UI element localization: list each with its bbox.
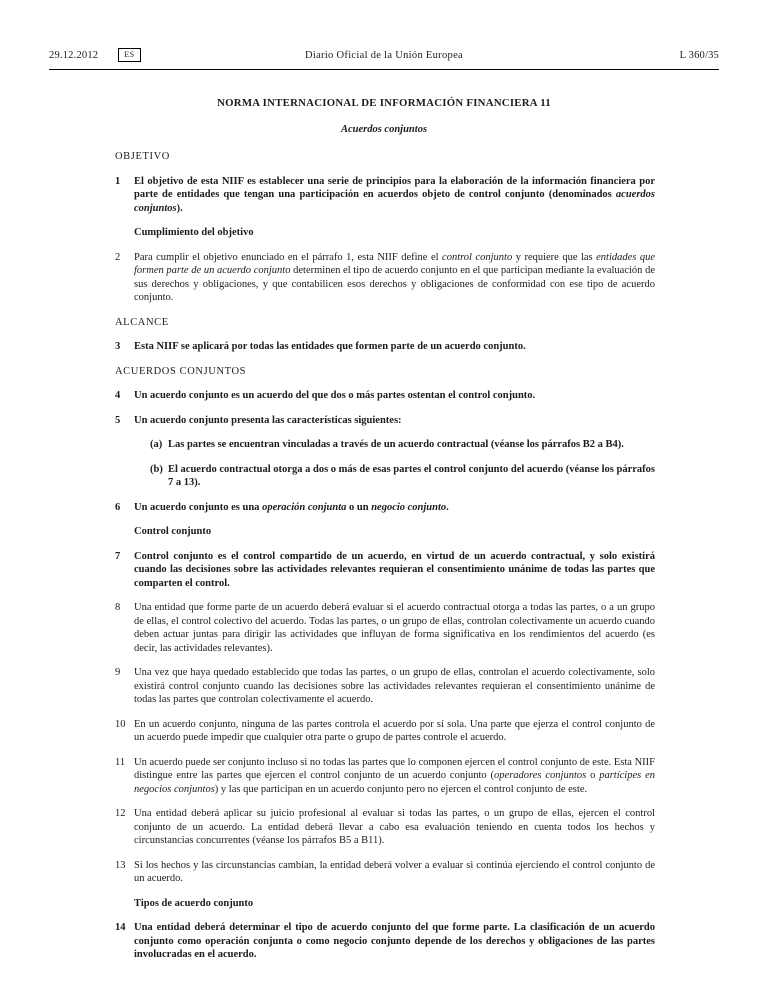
document-subtitle: Acuerdos conjuntos — [340, 124, 428, 135]
section-heading: ALCANCE — [115, 316, 169, 328]
paragraph-text — [134, 175, 655, 216]
text-run: En un acuerdo conjunto, ninguna de las partes controla el acuerdo por sí sola. Una parte que ejerza el control conjunto de un acuerdo puede impedir que cualquier otra parte o grupo de partes controle el acuerdo. — [134, 718, 655, 743]
document-title: NORMA INTERNACIONAL DE INFORMACIÓN FINANCIERA 11 — [217, 97, 551, 109]
paragraph — [115, 414, 655, 428]
paragraph-number: 1 — [115, 175, 121, 187]
paragraph-number: 6 — [115, 501, 121, 513]
document-body — [115, 150, 655, 962]
header-rule — [49, 69, 719, 70]
paragraph-text — [134, 389, 655, 403]
paragraph — [115, 756, 655, 797]
paragraph-text — [134, 756, 655, 797]
text-run: Un acuerdo conjunto es una — [134, 501, 263, 513]
paragraph-text — [134, 251, 655, 305]
paragraph-text — [134, 601, 655, 655]
paragraph-number: 12 — [115, 808, 126, 819]
paragraph-text — [134, 501, 655, 515]
text-run: ). — [176, 202, 183, 214]
text-run: negocio conjunto — [371, 501, 447, 513]
paragraph-number: 11 — [115, 756, 126, 768]
language-badge: ES — [118, 48, 140, 62]
paragraph-number: 14 — [115, 922, 126, 933]
text-run: o — [586, 770, 600, 781]
text-run: Para cumplir el objetivo enunciado en el párrafo 1, esta NIIF define el — [134, 251, 443, 263]
paragraph-number: 13 — [115, 859, 126, 871]
text-run: Una entidad que forme parte de un acuerdo deberá evaluar si el acuerdo contractual otorga a todas las partes, o a un grupo de ellas, el control colectivo del acuerdo. Todas las partes, o un grupo de ellas, controlan colectivamente un acuerdo cuando deben actuar juntas para dirigir las actividades que influyan de forma significativa en los rendimientos del acuerdo (es decir, las actividades relevantes). — [134, 602, 655, 654]
paragraph — [115, 340, 655, 354]
page-reference: L 360/35 — [679, 49, 719, 61]
paragraph — [115, 921, 655, 962]
paragraph-number: 5 — [115, 414, 121, 426]
paragraph-number: 9 — [115, 667, 121, 678]
paragraph-number: 4 — [115, 390, 121, 401]
paragraph-text — [168, 463, 655, 490]
paragraph-number: 2 — [115, 251, 121, 263]
text-run: determinen el tipo de acuerdo conjunto en el que participan mediante la evaluación de sus derechos y obligaciones, y que contabilicen esos derechos y obligaciones de conformidad con ese tipo de acuerdo conjunto. — [134, 265, 655, 303]
section-heading: OBJETIVO — [115, 151, 170, 162]
paragraph-number: 3 — [115, 341, 121, 352]
text-run: Una entidad deberá determinar el tipo de acuerdo conjunto del que forme parte. La clasificación de un acuerdo conjunto como operación conjunta o como negocio conjunto depende de los derechos y obligaciones de las partes involucradas en el acuerdo. — [134, 922, 655, 960]
text-run: El objetivo de esta NIIF es establecer una serie de principios para la elaboración de la información financiera por parte de entidades que tengan una participación en acuerdos objeto de control conjunto (denominados — [134, 175, 655, 200]
text-run: Una vez que haya quedado establecido que todas las partes, o un grupo de ellas, controlan el acuerdo colectivamente, solo existirá control conjunto cuando las decisiones sobre las actividades relevantes requieran el consentimiento unánime de todas las partes que controlan colectivamente el acuerdo. — [134, 667, 655, 705]
paragraph — [115, 807, 655, 848]
paragraph — [115, 718, 655, 745]
subsection-heading: Cumplimiento del objetivo — [134, 227, 254, 238]
paragraph — [115, 666, 655, 707]
paragraph-number: 7 — [115, 550, 121, 562]
paragraph-number: (a) — [150, 439, 163, 450]
paragraph-text — [134, 921, 655, 962]
paragraph-text — [134, 718, 655, 745]
text-run: operadores conjuntos — [494, 770, 587, 781]
paragraph-text — [168, 438, 655, 452]
subsection-heading: Tipos de acuerdo conjunto — [134, 897, 254, 909]
paragraph-text — [134, 807, 655, 848]
text-run: Un acuerdo puede ser conjunto incluso si no todas las partes que lo componen ejercen el control conjunto de este. Esta NIIF distingue entre las partes que ejercen el control conjunto de un acuerdo conjunto ( — [134, 756, 655, 781]
paragraph — [115, 251, 655, 305]
paragraph-text — [134, 414, 655, 428]
section-heading: ACUERDOS CONJUNTOS — [115, 365, 247, 377]
paragraph — [115, 389, 655, 403]
subsection-heading: Control conjunto — [134, 526, 212, 537]
text-run: Si los hechos y las circunstancias cambian, la entidad deberá volver a evaluar si continúa ejerciendo el control conjunto de un acuerdo. — [134, 859, 655, 884]
paragraph-text — [134, 340, 655, 354]
list-item — [150, 438, 655, 452]
paragraph — [115, 501, 655, 515]
text-run: o un — [346, 501, 372, 513]
list-item — [150, 463, 655, 490]
text-run: . — [446, 501, 449, 513]
text-run: Control conjunto es el control compartido de un acuerdo, en virtud de un acuerdo contractual, y solo existirá cuando las decisiones sobre las actividades relevantes requieran el consentimiento unánime de todas las partes que comparten el control. — [134, 550, 655, 589]
paragraph-text — [134, 550, 655, 591]
journal-title: Diario Oficial de la Unión Europea — [304, 49, 464, 61]
paragraph — [115, 550, 655, 591]
text-run: Las partes se encuentran vinculadas a través de un acuerdo contractual (véanse los párrafos B2 a B4). — [168, 439, 624, 450]
text-run: Esta NIIF se aplicará por todas las entidades que formen parte de un acuerdo conjunto. — [134, 341, 526, 352]
text-run: control conjunto — [442, 251, 513, 263]
paragraph-text — [134, 666, 655, 707]
text-run: acuerdos conjuntos — [134, 189, 655, 214]
paragraph — [115, 601, 655, 655]
text-run: Una entidad deberá aplicar su juicio profesional al evaluar si todas las partes, o un grupo de ellas, ejercen el control conjunto de un acuerdo. La entidad deberá llevar a cabo esa evaluación teniendo en cuenta todos los hechos y circunstancias concurrentes (véanse los párrafos B5 a B11). — [134, 808, 655, 846]
paragraph-text — [134, 859, 655, 886]
page-header — [49, 46, 719, 64]
text-run: ) y las que participan en un acuerdo conjunto pero no ejercen el control conjunto de este. — [214, 783, 588, 795]
text-run: y requiere que las — [512, 251, 597, 263]
text-run: operación conjunta — [262, 501, 347, 513]
text-run: Un acuerdo conjunto es un acuerdo del que dos o más partes ostentan el control conjunto. — [134, 390, 536, 401]
paragraph-number: 10 — [115, 718, 126, 730]
text-run: El acuerdo contractual otorga a dos o más de esas partes el control conjunto del acuerdo (véanse los párrafos 7 a 13). — [168, 463, 655, 488]
paragraph — [115, 859, 655, 886]
text-run: Un acuerdo conjunto presenta las características siguientes: — [134, 414, 402, 426]
text-run: entidades que formen parte de un acuerdo conjunto — [134, 251, 656, 276]
publication-date: 29.12.2012 — [49, 49, 99, 61]
paragraph-number: (b) — [150, 463, 163, 475]
paragraph — [115, 175, 655, 216]
paragraph-number: 8 — [115, 602, 121, 613]
text-run: partícipes en negocios conjuntos — [134, 770, 656, 795]
